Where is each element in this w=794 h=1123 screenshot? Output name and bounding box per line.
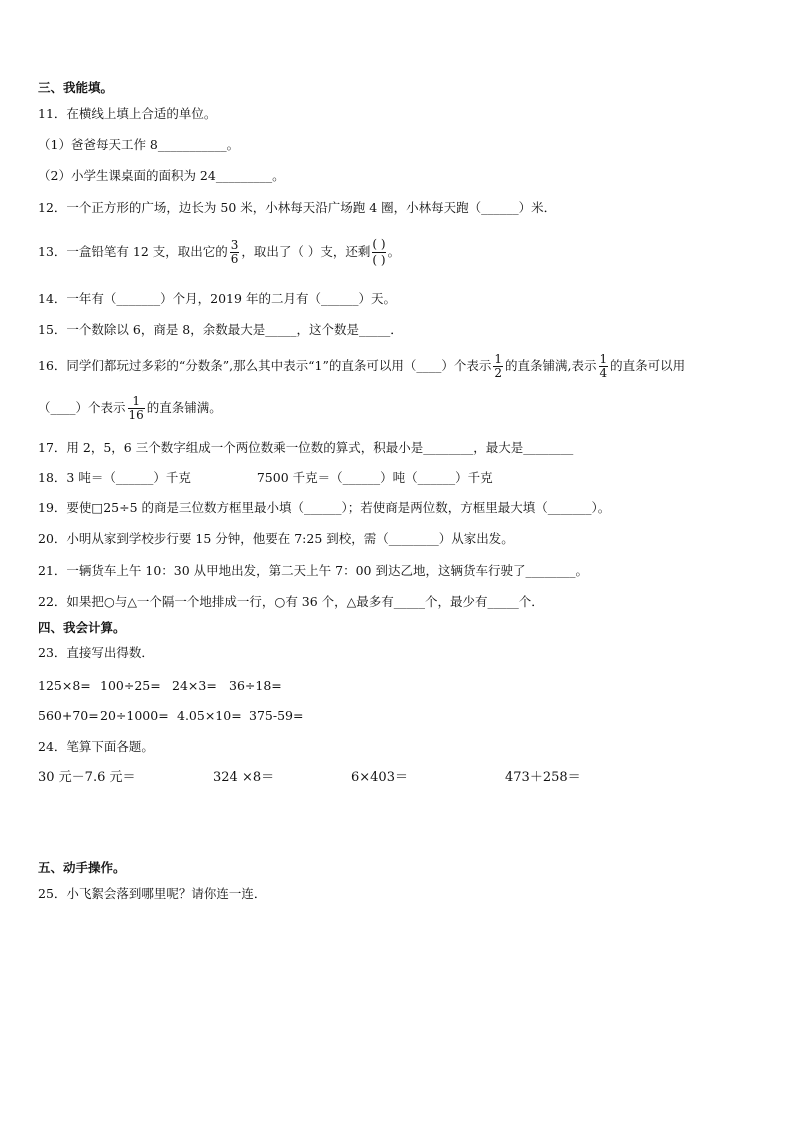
calc-item: 375-59=: [249, 708, 304, 723]
question-16-line-1: [38, 346, 685, 386]
q18-part-2: 7500 千克＝（______）吨（______）千克: [256, 470, 493, 485]
question-23-row-2: [38, 708, 303, 724]
question-13: [38, 232, 400, 272]
question-12: 12．一个正方形的广场，边长为 50 米，小林每天沿广场跑 4 圈，小林每天跑（______）米．: [38, 200, 557, 215]
blank-fraction: [372, 237, 385, 268]
fraction-1-4: [599, 353, 609, 380]
question-15: 15．一个数除以 6，商是 8，余数最大是_____，这个数是_____．: [38, 322, 403, 337]
fraction-1-2: [493, 353, 503, 380]
calc-item: 125×8=: [38, 678, 91, 693]
question-24-items: [38, 770, 581, 786]
fraction-numerator: 3: [230, 238, 239, 252]
q13-text-pre: 13．一盒铅笔有 12 支，取出它的: [38, 244, 228, 259]
question-25: 25．小飞絮会落到哪里呢？请你连一连．: [38, 886, 267, 901]
question-18: [38, 470, 493, 486]
q18-part-1: 18．3 吨＝（______）千克: [38, 470, 191, 485]
fraction-denominator: 4: [599, 366, 608, 380]
calc-item: 100÷25=: [100, 678, 161, 693]
written-calc-item: 30 元－7.6 元＝: [38, 770, 136, 785]
question-22: 22．如果把○与△一个隔一个地排成一行，○有 36 个，△最多有_____个，最少有_____个．: [38, 594, 544, 609]
written-calc-item: 324 ×8＝: [213, 770, 275, 785]
question-19: 19．要使□25÷5 的商是三位数方框里最小填（______）；若使商是两位数，方框里最大填（_______）。: [38, 500, 611, 515]
question-23-row-1: [38, 678, 282, 694]
question-24: 24．笔算下面各题。: [38, 739, 154, 754]
fraction-3-6: [230, 239, 240, 266]
q16-text-post: 的直条可以用: [610, 358, 686, 373]
calc-item: 36÷18=: [229, 678, 282, 693]
question-11-part-2: （2）小学生课桌面的面积为 24_________。: [38, 168, 285, 183]
section-3-heading: 三、我能填。: [38, 80, 114, 95]
question-16-line-2: [38, 388, 222, 428]
written-calc-item: 6×403＝: [351, 770, 408, 785]
question-11: 11．在横线上填上合适的单位。: [38, 106, 217, 121]
section-5-heading: 五、动手操作。: [38, 860, 126, 875]
written-calc-item: 473＋258＝: [505, 770, 581, 785]
fraction-numerator: 1: [599, 352, 608, 366]
question-11-part-1: （1）爸爸每天工作 8___________。: [38, 137, 240, 152]
question-23: 23．直接写出得数．: [38, 645, 154, 660]
question-20: 20．小明从家到学校步行要 15 分钟，他要在 7:25 到校，需（________）从家出发。: [38, 531, 514, 546]
q16-text-mid: 的直条铺满,表示: [505, 358, 597, 373]
q16-line2-post: 的直条铺满。: [146, 400, 222, 415]
question-21: 21．一辆货车上午 10：30 从甲地出发，第二天上午 7：00 到达乙地，这辆货车行驶了________。: [38, 563, 588, 578]
q16-line2-pre: （____）个表示: [38, 400, 126, 415]
calc-item: 20÷1000=: [100, 708, 169, 723]
fraction-numerator: 1: [494, 352, 503, 366]
q16-text-pre: 16．同学们都玩过多彩的“分数条”,那么其中表示“1”的直条可以用（____）个表示: [38, 358, 492, 373]
question-14: 14．一年有（_______）个月，2019 年的二月有（______）天。: [38, 291, 396, 306]
question-17: 17．用 2，5，6 三个数字组成一个两位数乘一位数的算式，积最小是________，最大是________: [38, 440, 574, 455]
fraction-denominator: 2: [494, 366, 503, 380]
q13-text-post: 。: [387, 244, 401, 259]
q13-text-mid: ，取出了（ ）支，还剩: [241, 244, 371, 259]
calc-item: 4.05×10=: [177, 708, 242, 723]
blank-numerator: ( ): [372, 237, 386, 251]
fraction-1-16: [128, 395, 145, 422]
calc-item: 24×3=: [172, 678, 217, 693]
calc-item: 560+70=: [38, 708, 99, 723]
fraction-denominator: 6: [230, 252, 239, 266]
section-4-heading: 四、我会计算。: [38, 620, 126, 635]
fraction-denominator: 16: [128, 408, 144, 422]
fraction-numerator: 1: [128, 395, 145, 409]
blank-denominator: ( ): [372, 253, 386, 267]
